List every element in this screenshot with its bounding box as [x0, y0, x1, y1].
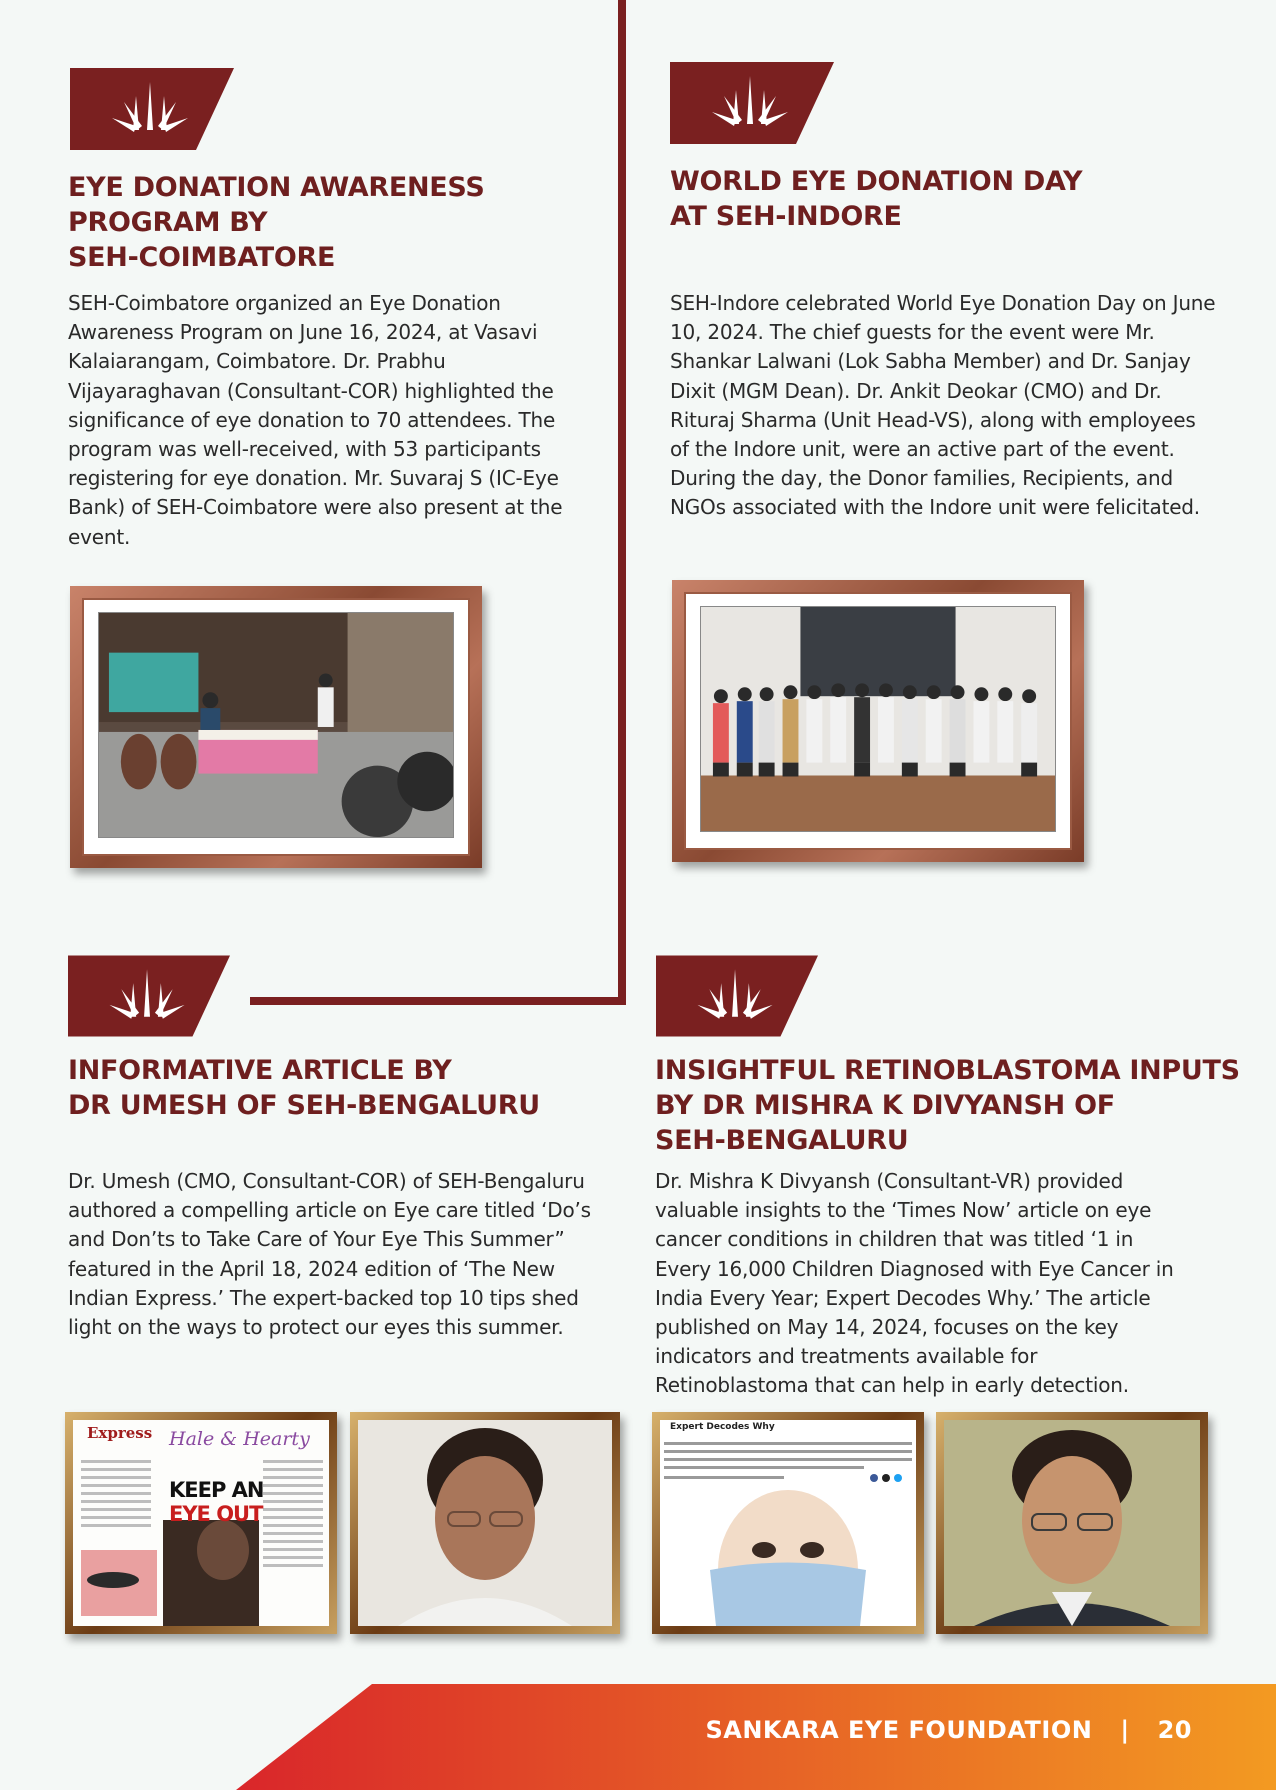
section-badge-icon: [670, 62, 834, 144]
footer-separator: |: [1120, 1716, 1130, 1744]
page-footer: [0, 1684, 1276, 1790]
newspaper-masthead: Express: [87, 1424, 153, 1442]
section-badge-icon: [68, 955, 230, 1037]
doctor-portrait-photo: [936, 1412, 1208, 1634]
footer-org-name: SANKARA EYE FOUNDATION: [705, 1716, 1093, 1744]
section-body: SEH-Indore celebrated World Eye Donation Day on June 10, 2024. The chief guests for the event were Mr. Shankar Lalwani (Lok Sabha Member) and Dr. Sanjay Dixit (MGM Dean). Dr. Ankit Deokar (CMO) and Dr. Rituraj Sharma (Unit Head-VS), along with employees of the Indore unit, were an active part of the event. During the day, the Donor families, Recipients, and NGOs associated with the Indore unit were felicitated.: [670, 291, 1216, 520]
horizontal-divider: [250, 997, 626, 1005]
section-badge-icon: [656, 955, 818, 1037]
section-body: SEH-Coimbatore organized an Eye Donation Awareness Program on June 16, 2024, at Vasavi Kalaiarangam, Coimbatore. Dr. Prabhu Vijayaraghavan (Consultant-COR) highlighted the significance of eye donation to 70 attendees. The program was well-received, with 53 participants registering for eye donation. Mr. Suvaraj S (IC-Eye Bank) of SEH-Coimbatore were also present at the event.: [68, 291, 563, 549]
section-body: Dr. Umesh (CMO, Consultant-COR) of SEH-Bengaluru authored a compelling article on Eye care titled ‘Do’s and Don’ts to Take Care of Your Eye This Summer” featured in the April 18, 2024 edition of ‘The New Indian Express.’ The expert-backed top 10 tips shed light on the ways to protect our eyes this summer.: [68, 1169, 591, 1340]
doctor-portrait-photo: [350, 1412, 620, 1634]
vertical-divider: [618, 0, 626, 1005]
section-title: INSIGHTFUL RETINOBLASTOMA INPUTS BY DR MISHRA K DIVYANSH OF SEH-BENGALURU: [655, 1055, 1240, 1156]
newspaper-clipping-photo: [65, 1412, 337, 1634]
section-body: Dr. Mishra K Divyansh (Consultant-VR) provided valuable insights to the ‘Times Now’ article on eye cancer conditions in children that was titled ‘1 in Every 16,000 Children Diagnosed with Eye Cancer in India Every Year; Expert Decodes Why.’ The article published on May 14, 2024, focuses on the key indicators and treatments available for Retinoblastoma that can help in early detection.: [655, 1169, 1174, 1398]
section-badge-icon: [70, 68, 234, 150]
section-title: INFORMATIVE ARTICLE BY DR UMESH OF SEH-BENGALURU: [68, 1055, 540, 1121]
article-clipping-photo: [652, 1412, 924, 1634]
page-number: 20: [1157, 1716, 1192, 1744]
newspaper-headline-2: EYE OUT: [169, 1502, 263, 1526]
article-heading: Expert Decodes Why: [670, 1422, 775, 1432]
newspaper-headline-1: KEEP AN: [169, 1478, 264, 1502]
event-photo: [70, 586, 482, 868]
event-photo: [672, 580, 1084, 862]
section-title: WORLD EYE DONATION DAY AT SEH-INDORE: [670, 166, 1083, 232]
section-title: EYE DONATION AWARENESS PROGRAM BY SEH-COIMBATORE: [68, 172, 485, 273]
newspaper-script-title: Hale & Hearty: [169, 1428, 310, 1450]
